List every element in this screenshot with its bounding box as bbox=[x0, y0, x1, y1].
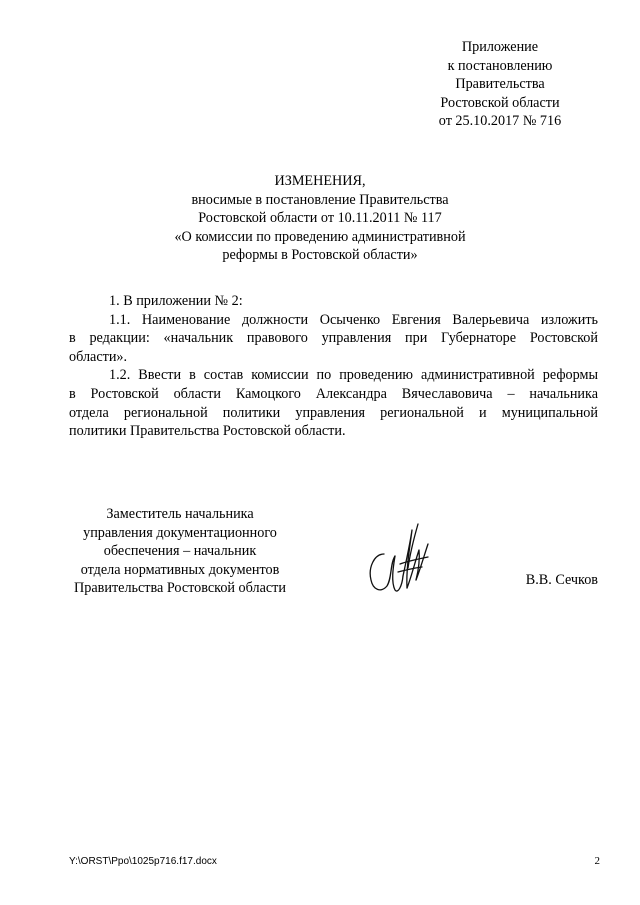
signer-title-line: Правительства Ростовской области bbox=[74, 580, 286, 597]
paragraph-1-1-line: 1.1. Наименование должности Осыченко Евгения Валерьевича изложить bbox=[109, 311, 598, 328]
title-line: реформы в Ростовской области» bbox=[222, 247, 418, 264]
appendix-line: Правительства bbox=[455, 76, 545, 93]
paragraph-1-2-line: в Ростовской области Камоцкого Александра Вячеславовича – начальника bbox=[69, 385, 598, 402]
paragraph-1-2-line: отдела региональной политики управления региональной и муниципальной bbox=[69, 404, 598, 421]
title-line: вносимые в постановление Правительства bbox=[191, 191, 449, 208]
title-heading: ИЗМЕНЕНИЯ, bbox=[274, 173, 366, 189]
signer-title-line: Заместитель начальника bbox=[106, 506, 254, 522]
paragraph-1-2-line: политики Правительства Ростовской области. bbox=[69, 423, 346, 440]
signer-name: В.В. Сечков bbox=[525, 572, 598, 588]
paragraph-1: 1. В приложении № 2: bbox=[109, 293, 243, 309]
appendix-header bbox=[400, 38, 600, 131]
document-title bbox=[110, 172, 530, 265]
paragraph-1-1-line: области». bbox=[69, 348, 128, 365]
signer-title-line: управления документационного bbox=[83, 524, 277, 541]
title-line: Ростовской области от 10.11.2011 № 117 bbox=[198, 210, 442, 227]
appendix-line: от 25.10.2017 № 716 bbox=[438, 113, 562, 130]
handwritten-signature bbox=[362, 520, 438, 600]
title-line: «О комиссии по проведению административной bbox=[174, 228, 466, 245]
signer-title-line: обеспечения – начальник bbox=[103, 543, 257, 560]
paragraph-1-2-line: 1.2. Ввести в состав комиссии по проведению административной реформы bbox=[109, 367, 598, 384]
signer-title-line: отдела нормативных документов bbox=[80, 561, 280, 578]
appendix-line: Ростовской области bbox=[440, 94, 560, 111]
paragraph-1-1-line: в редакции: «начальник правового управления при Губернаторе Ростовской bbox=[69, 330, 598, 347]
document-body bbox=[69, 292, 598, 441]
appendix-line: Приложение bbox=[461, 39, 539, 55]
page-number: 2 bbox=[594, 855, 600, 867]
appendix-line: к постановлению bbox=[447, 57, 553, 74]
footer-file-path: Y:\ORST\Ppo\1025p716.f17.docx bbox=[69, 856, 217, 867]
signer-title bbox=[60, 505, 300, 598]
